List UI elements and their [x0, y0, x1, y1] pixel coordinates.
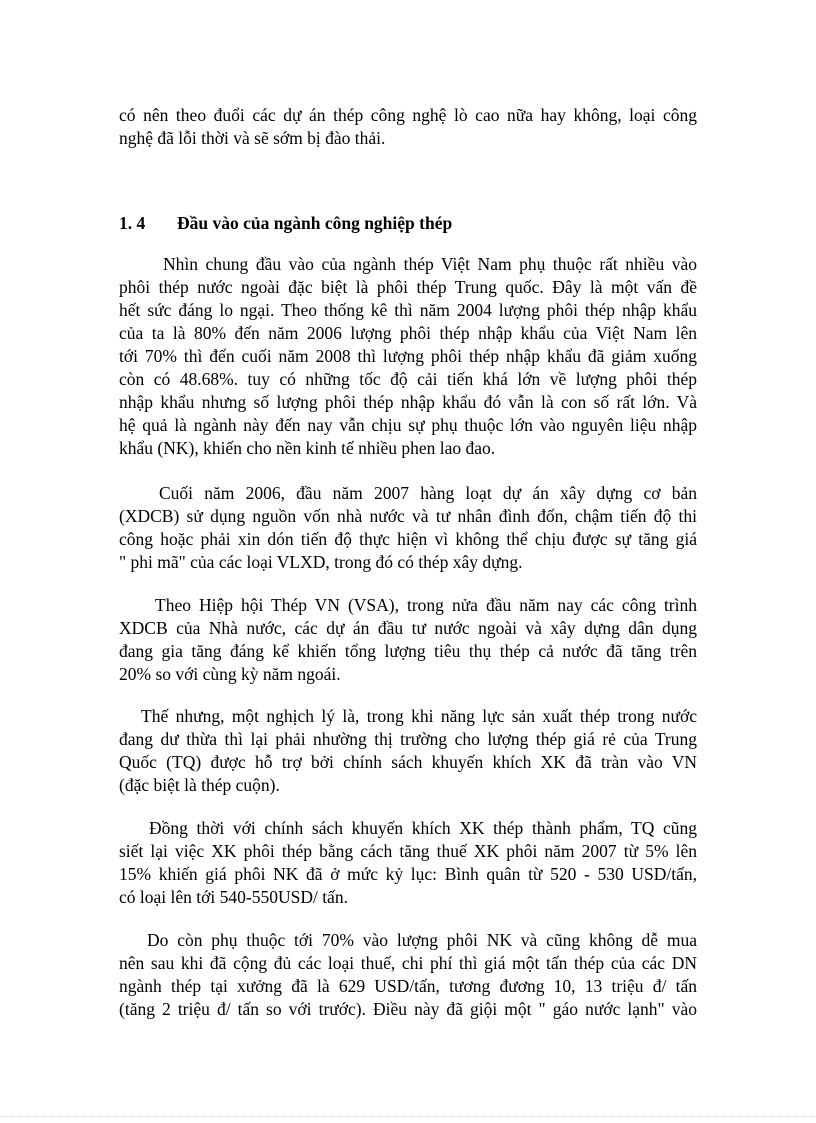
paragraph-2 [119, 482, 697, 574]
paragraph-line: Theo Hiệp hội Thép VN (VSA), trong nửa đầu năm nay các công trình [155, 595, 697, 615]
paragraph-line: Nhìn chung đầu vào của ngành thép Việt Nam phụ thuộc rất nhiều vào [163, 254, 697, 274]
intro-line-1: có nên theo đuổi các dự án thép công nghệ lò cao nữa hay không, loại công [119, 105, 697, 125]
paragraph-line: có loại lên tới 540-550USD/ tấn. [119, 887, 348, 907]
paragraph-line: còn có 48.68%. tuy có những tốc độ cải tiến khá lớn về lượng phôi thép [119, 369, 697, 389]
section-number: 1. 4 [119, 213, 146, 233]
paragraph-line: đang dư thừa thì lại phải nhường thị trường cho lượng thép giá rẻ của Trung [119, 729, 697, 749]
page-bottom-divider [0, 1116, 816, 1117]
paragraph-line: nhập khẩu nhưng số lượng phôi thép nhập khẩu đó vẫn là con số rất lớn. Và [119, 392, 697, 412]
section-heading [119, 212, 452, 235]
paragraph-line: Đồng thời với chính sách khuyến khích XK thép thành phẩm, TQ cũng [149, 818, 697, 838]
paragraph-line: " phi mã" của các loại VLXD, trong đó có thép xây dựng. [119, 552, 523, 572]
paragraph-line: phôi thép nước ngoài đặc biệt là phôi thép Trung quốc. Đây là một vấn đề [119, 277, 697, 297]
paragraph-line: siết lại việc XK phôi thép bằng cách tăng thuế XK phôi năm 2007 từ 5% lên [119, 841, 697, 861]
paragraph-line: của ta là 80% đến năm 2006 lượng phôi thép nhập khẩu của Việt Nam lên [119, 323, 697, 343]
paragraph-6 [119, 929, 697, 1021]
paragraph-line: nên sau khi đã cộng đủ các loại thuế, chi phí thì giá một tấn thép của các DN [119, 953, 697, 973]
paragraph-line: XDCB của Nhà nước, các dự án đầu tư nước ngoài và xây dựng dân dụng [119, 618, 697, 638]
paragraph-line: hết sức đáng lo ngại. Theo thống kê thì năm 2004 lượng phôi thép nhập khẩu [119, 300, 697, 320]
paragraph-line: ngành thép tại xưởng đã là 629 USD/tấn, tương đương 10, 13 triệu đ/ tấn [119, 976, 697, 996]
intro-paragraph [119, 104, 697, 150]
paragraph-line: hệ quả là ngành này đến nay vẫn chịu sự phụ thuộc lớn vào nguyên liệu nhập [119, 415, 697, 435]
paragraph-line: đang gia tăng đáng kể khiến tổng lượng tiêu thụ thép cả nước đã tăng trên [119, 641, 697, 661]
paragraph-line: công hoặc phải xin dón tiến độ thực hiện vì không thể chịu được sự tăng giá [119, 529, 697, 549]
paragraph-line: Thế nhưng, một nghịch lý là, trong khi năng lực sản xuất thép trong nước [141, 706, 697, 726]
paragraph-4 [119, 705, 697, 797]
paragraph-line: Quốc (TQ) được hỗ trợ bởi chính sách khuyến khích XK đã tràn vào VN [119, 752, 697, 772]
paragraph-line: 20% so với cùng kỳ năm ngoái. [119, 664, 341, 684]
paragraph-line: (XDCB) sử dụng nguồn vốn nhà nước và tư nhân đình đốn, chậm tiến độ thi [119, 506, 697, 526]
paragraph-3 [119, 594, 697, 686]
section-title: Đầu vào của ngành công nghiệp thép [177, 213, 453, 233]
paragraph-line: khẩu (NK), khiến cho nền kinh tế nhiều phen lao đao. [119, 438, 496, 458]
paragraph-line: (đặc biệt là thép cuộn). [119, 775, 280, 795]
paragraph-line: (tăng 2 triệu đ/ tấn so với trước). Điều này đã giội một " gáo nước lạnh" vào [119, 999, 697, 1019]
paragraph-line: Cuối năm 2006, đầu năm 2007 hàng loạt dự án xây dựng cơ bản [159, 483, 697, 503]
paragraph-1 [119, 253, 697, 460]
paragraph-line: Do còn phụ thuộc tới 70% vào lượng phôi NK và cũng không dễ mua [147, 930, 697, 950]
paragraph-5 [119, 817, 697, 909]
paragraph-line: 15% khiến giá phôi NK đã ở mức kỷ lục: Bình quân từ 520 - 530 USD/tấn, [119, 864, 697, 884]
intro-line-2: nghệ đã lỗi thời và sẽ sớm bị đào thải. [119, 128, 386, 148]
paragraph-line: tới 70% thì đến cuối năm 2008 thì lượng phôi thép nhập khẩu đã giảm xuống [119, 346, 697, 366]
